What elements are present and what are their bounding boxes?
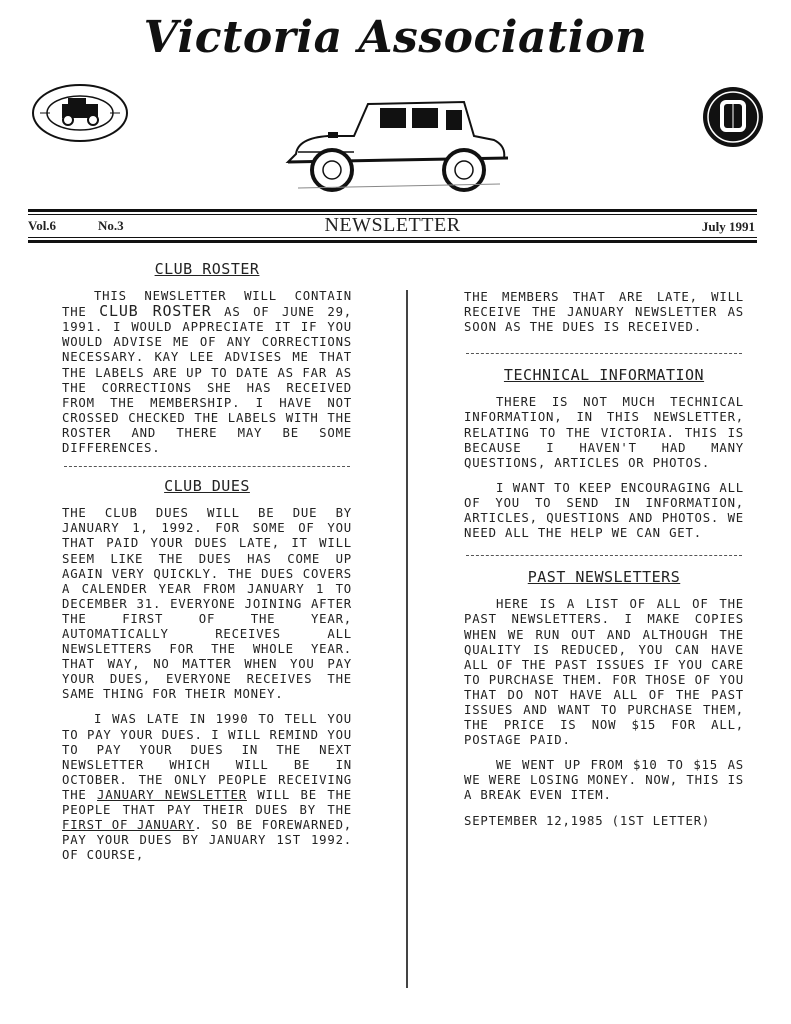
model-a-victoria-car-illustration — [268, 92, 518, 194]
right-column — [464, 290, 744, 839]
issue-date: July 1991 — [701, 219, 755, 234]
past-newsletters-heading: PAST NEWSLETTERS — [527, 568, 681, 587]
column-divider — [406, 290, 408, 988]
newsletter-title: Victoria Association — [143, 12, 648, 63]
january-newsletter-underline: JANUARY NEWSLETTER — [97, 787, 247, 802]
past-newsletters-list-item: SEPTEMBER 12,1985 (1ST LETTER) — [464, 813, 711, 828]
technical-information-paragraph-2: I WANT TO KEEP ENCOURAGING ALL OF YOU TO SEND IN INFORMATION, ARTICLES, QUESTIONS AND PHOTOS. WE NEED ALL THE HELP WE CAN GET. — [464, 480, 744, 541]
masthead-bottom-rule — [28, 240, 757, 243]
left-column — [62, 262, 352, 873]
masthead-top-rule — [28, 209, 757, 212]
club-dues-paragraph-1: THE CLUB DUES WILL BE DUE BY JANUARY 1, 1992. FOR SOME OF YOU THAT PAID YOUR DUES LATE, IT WILL SEEM LIKE THE DUES HAS COME UP AGAIN VERY QUICKLY. THE DUES COVERS A CALENDER YEAR FROM JANUARY 1 TO DECEMBER 31. EVERYONE JOINING AFTER THE FIRST OF THE YEAR, AUTOMATICALLY RECEIVES ALL NEWSLETTERS FOR THE WHOLE YEAR. THAT WAY, NO MATTER WHEN YOU PAY YOUR DUES, EVERYONE RECEIVES THE SAME THING FOR THEIR MONEY. — [62, 506, 352, 702]
club-dues-paragraph-2: I WAS LATE IN 1990 TO TELL YOU TO PAY YOUR DUES. I WILL REMIND YOU TO PAY YOUR DUES IN THE NEXT NEWSLETTER WHICH WILL BE IN OCTOBER. THE ONLY PEOPLE RECEIVING THE JANUARY NEWSLETTER WILL BE THE PEOPLE THAT PAY THEIR DUES BY THE FIRST OF JANUARY. SO BE FOREWARNED, PAY YOUR DUES BY JANUARY 1ST 1992. OF COURSE, — [62, 712, 352, 863]
issue-number: No.3 — [98, 218, 124, 233]
technical-information-paragraph-1: THERE IS NOT MUCH TECHNICAL INFORMATION, IN THIS NEWSLETTER, RELATING TO THE VICTORIA. THIS IS BECAUSE I HAVEN'T HAD MANY QUESTIONS, ARTICLES OR PHOTOS. — [464, 395, 744, 470]
model-a-ford-club-logo — [30, 82, 130, 144]
radiator-grille-emblem — [698, 86, 768, 148]
club-dues-heading: CLUB DUES — [164, 477, 250, 496]
past-newsletters-paragraph-1: HERE IS A LIST OF ALL OF THE PAST NEWSLETTERS. I MAKE COPIES WHEN WE RUN OUT AND ALTHOUGH THE QUALITY IS REDUCED, YOU CAN HAVE ALL OF THE PAST ISSUES IF YOU CARE TO PURCHASE THEM. FOR THOSE OF YOU THAT DO NOT HAVE ALL OF THE PAST ISSUES AND WANT TO PURCHASE THEM, THE PRICE IS NOW $15 FOR ALL, POSTAGE PAID. — [464, 597, 744, 748]
club-roster-paragraph: THIS NEWSLETTER WILL CONTAIN THE CLUB ROSTER AS OF JUNE 29, 1991. I WOULD APPRECIATE IT IF YOU WOULD ADVISE ME OF ANY CORRECTIONS NECESSARY. KAY LEE ADVISES ME THAT THE LABELS ARE UP TO DATE AS FAR AS THE CORRECTIONS SHE HAS RECEIVED FROM THE MEMBERSHIP. I HAVE NOT CROSSED CHECKED THE LABELS WITH THE ROSTER AND THERE MAY BE SOME DIFFERENCES. — [62, 289, 352, 456]
masthead-bottom-thin-rule — [28, 237, 757, 238]
section-divider — [64, 466, 350, 467]
club-roster-heading: CLUB ROSTER — [154, 260, 260, 278]
dues-continued-paragraph: THE MEMBERS THAT ARE LATE, WILL RECEIVE THE JANUARY NEWSLETTER AS SOON AS THE DUES IS RECEIVED. — [464, 290, 744, 335]
section-divider — [466, 555, 742, 556]
masthead-bar — [28, 216, 757, 236]
past-newsletters-paragraph-2: WE WENT UP FROM $10 TO $15 AS WE WERE LOSING MONEY. NOW, THIS IS A BREAK EVEN ITEM. — [464, 758, 744, 803]
first-of-january-underline: FIRST OF JANUARY — [62, 818, 195, 833]
club-roster-emphasis: CLUB ROSTER — [99, 302, 212, 321]
section-divider — [466, 353, 742, 354]
technical-information-heading: TECHNICAL INFORMATION — [503, 366, 705, 385]
masthead-label: NEWSLETTER — [324, 214, 461, 236]
volume-number: Vol.6 — [28, 218, 57, 233]
